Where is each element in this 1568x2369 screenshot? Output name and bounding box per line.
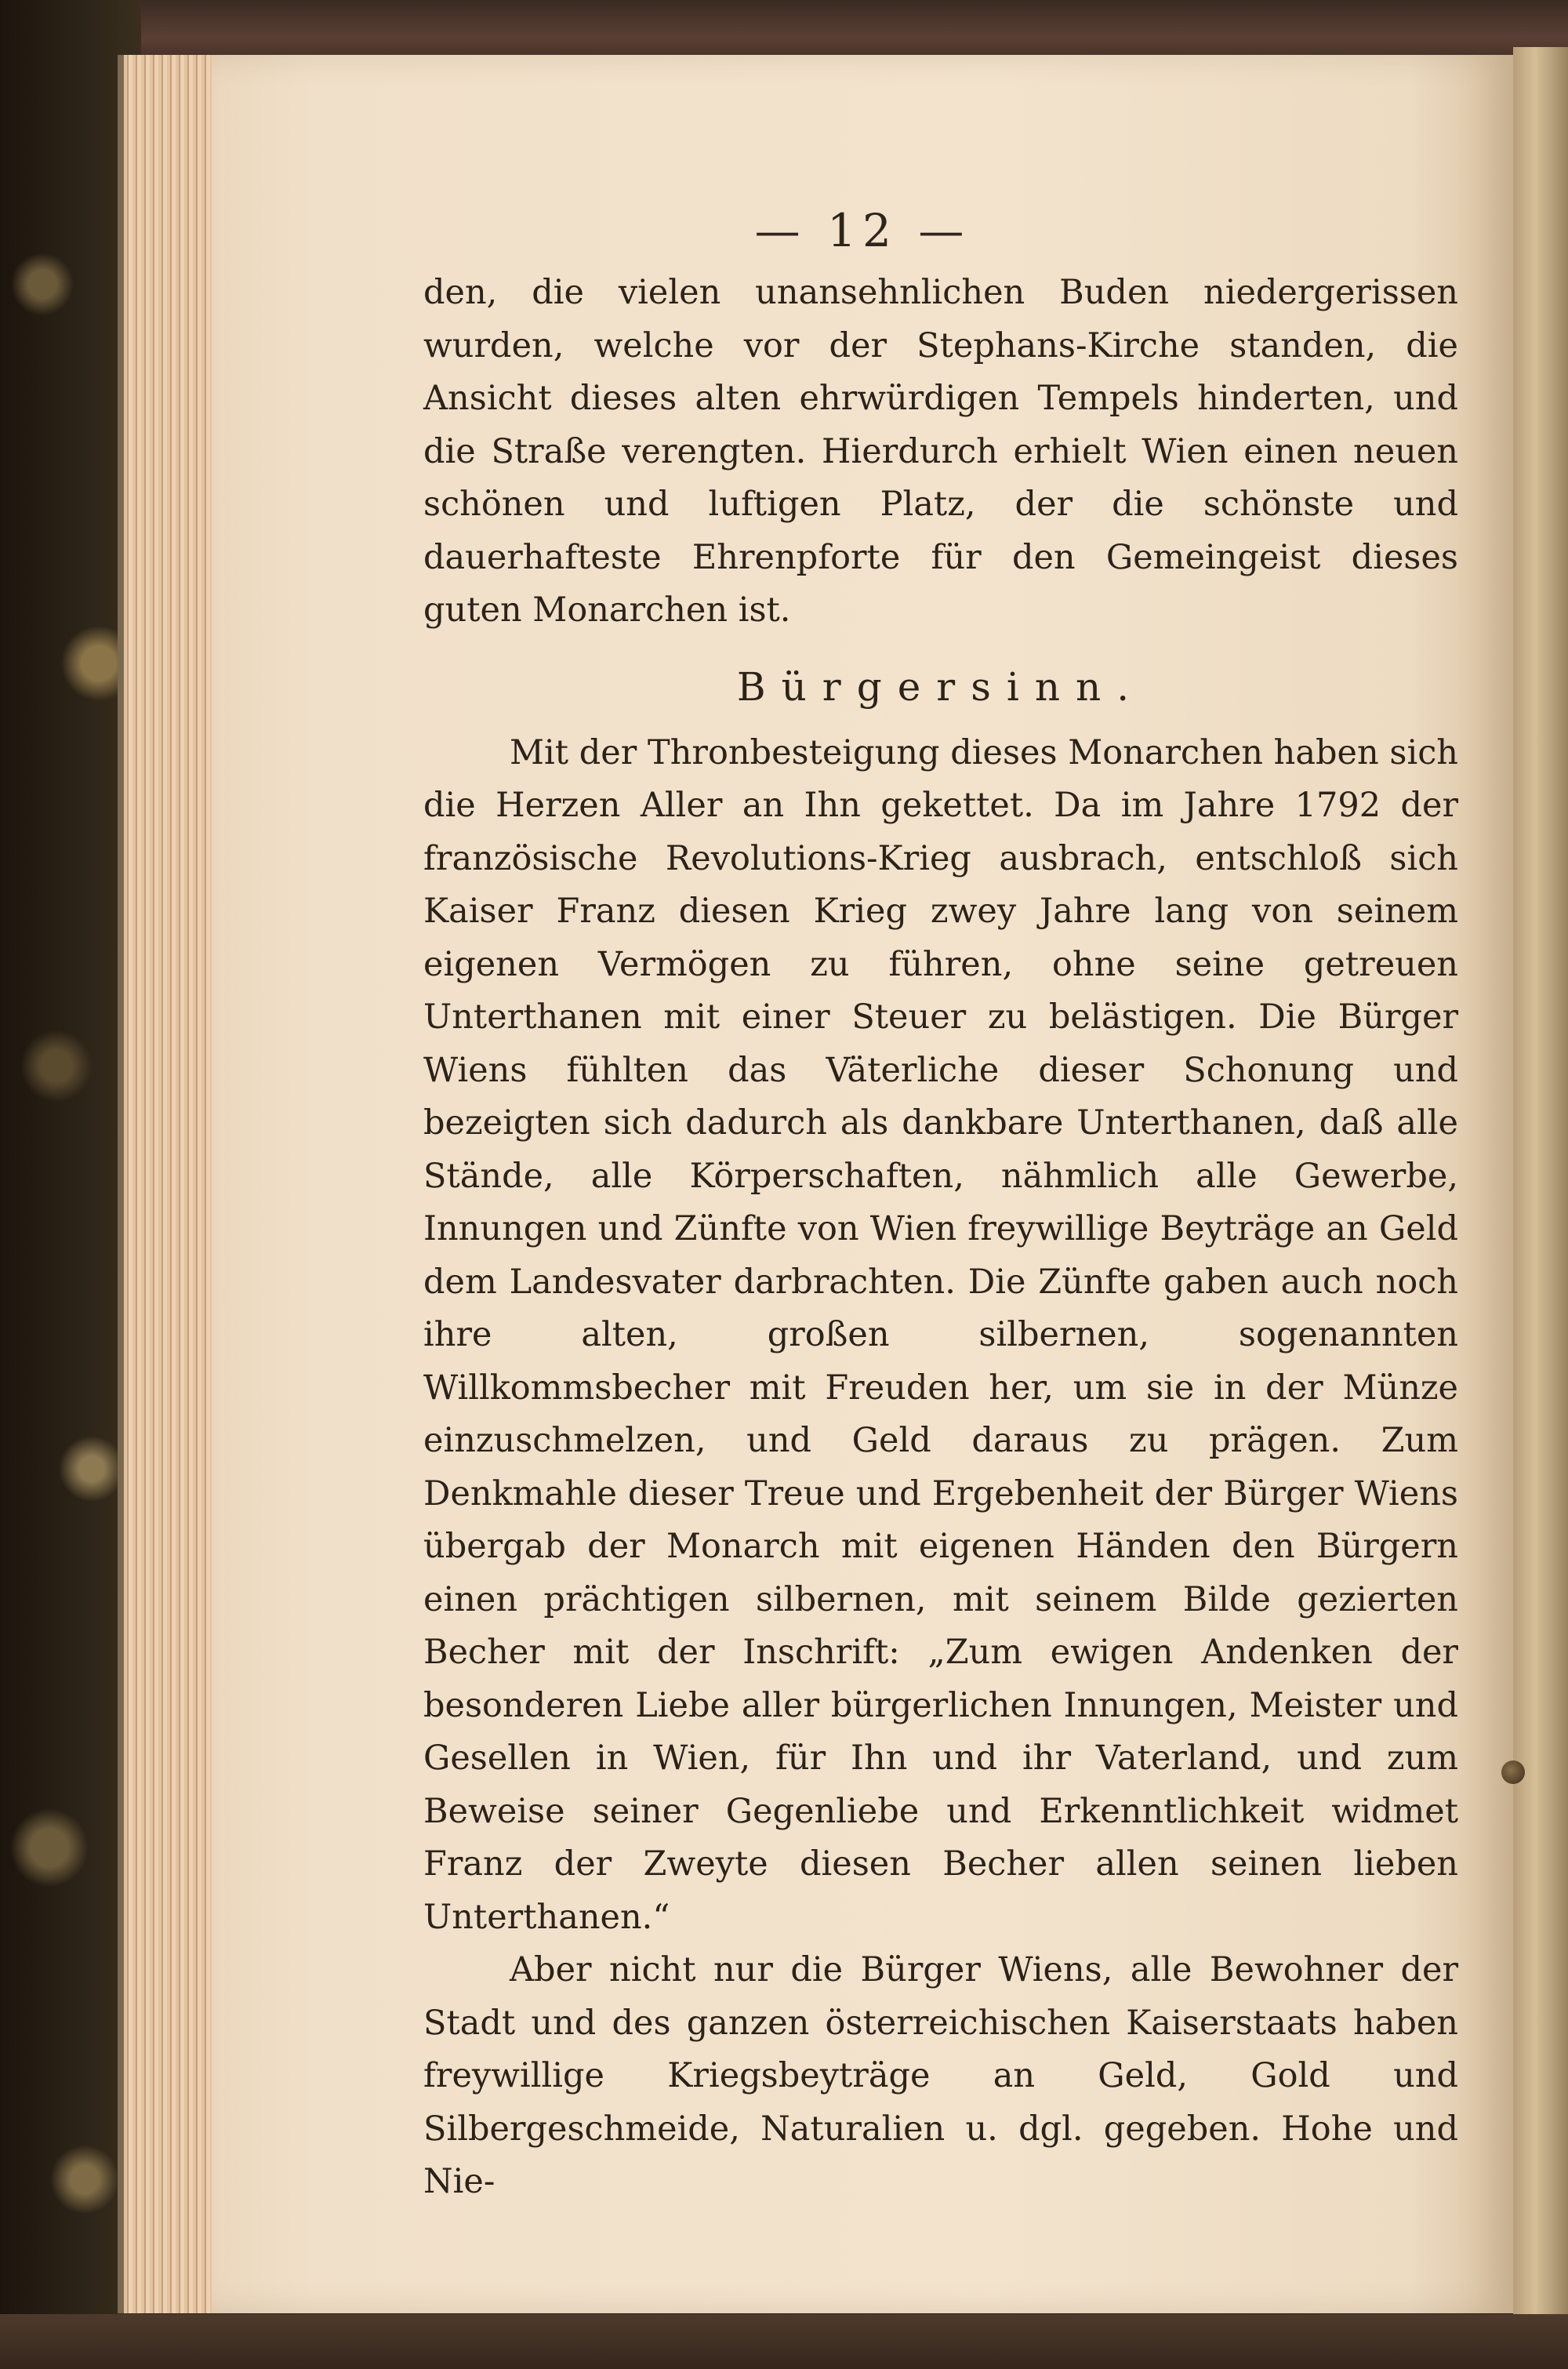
paragraph-contributions: Aber nicht nur die Bürger Wiens, alle Bewohner der Stadt und des ganzen österreichischen Kaiserstaats haben freywillige Kriegsbeyträge an Geld, Gold und Silbergeschmeide, Naturalien u. dgl. gegeben. Hohe und Nie- [423, 1950, 1458, 2201]
book-cover-bottom [0, 2314, 1568, 2369]
page-text [423, 267, 1458, 2209]
section-heading: Bürgersinn. [736, 663, 1145, 710]
page-edges [118, 55, 226, 2313]
paragraph-buergersinn: Mit der Thronbesteigung dieses Monarchen haben sich die Herzen Aller an Ihn gekettet. Da im Jahre 1792 der französische Revolutions-Krieg ausbrach, entschloß sich Kaiser Franz diesen Krieg zwey Jahre lang von seinem eigenen Vermögen zu führen, ohne seine getreuen Unterthanen mit einer Steuer zu belästigen. Die Bürger Wiens fühlten das Väterliche dieser Schonung und bezeigten sich dadurch als dankbare Unterthanen, daß alle Stände, alle Körperschaften, nähmlich alle Gewerbe, Innungen und Zünfte von Wien freywillige Beyträge an Geld dem Landesvater darbrachten. Die Zünfte gaben auch noch ihre alten, großen silbernen, sogenannten Willkommsbecher mit Freuden her, um sie in der Münze einzuschmelzen, und Geld daraus zu prägen. Zum Denkmahle dieser Treue und Ergebenheit der Bürger Wiens übergab der Monarch mit eigenen Händen den Bürgern einen prächtigen silbernen, mit seinem Bilde gezierten Becher mit der Inschrift: „Zum ewigen Andenken der besonderen Liebe aller bürgerlichen Innungen, Meister und Gesellen in Wien, für Ihn und ihr Vaterland, und zum Beweise seiner Gegenliebe und Erkenntlichkeit widmet Franz der Zweyte diesen Becher allen seinen lieben Unterthanen.“ [423, 732, 1458, 1937]
book-page [212, 55, 1513, 2313]
binding-tack [1501, 1760, 1525, 1784]
book-cover-right [1513, 47, 1568, 2368]
page-number: — 12 — [754, 204, 971, 257]
paragraph-continuation: den, die vielen unansehnlichen Buden niedergerissen wurden, welche vor der Stephans-Kirche standen, die Ansicht dieses alten ehrwürdigen Tempels hinderten, und die Straße verengten. Hierdurch erhielt Wien einen neuen schönen und luftigen Platz, der die schönste und dauerhafteste Ehrenpforte für den Gemeingeist dieses guten Monarchen ist. [423, 273, 1458, 630]
book-cover-top [0, 0, 1568, 55]
